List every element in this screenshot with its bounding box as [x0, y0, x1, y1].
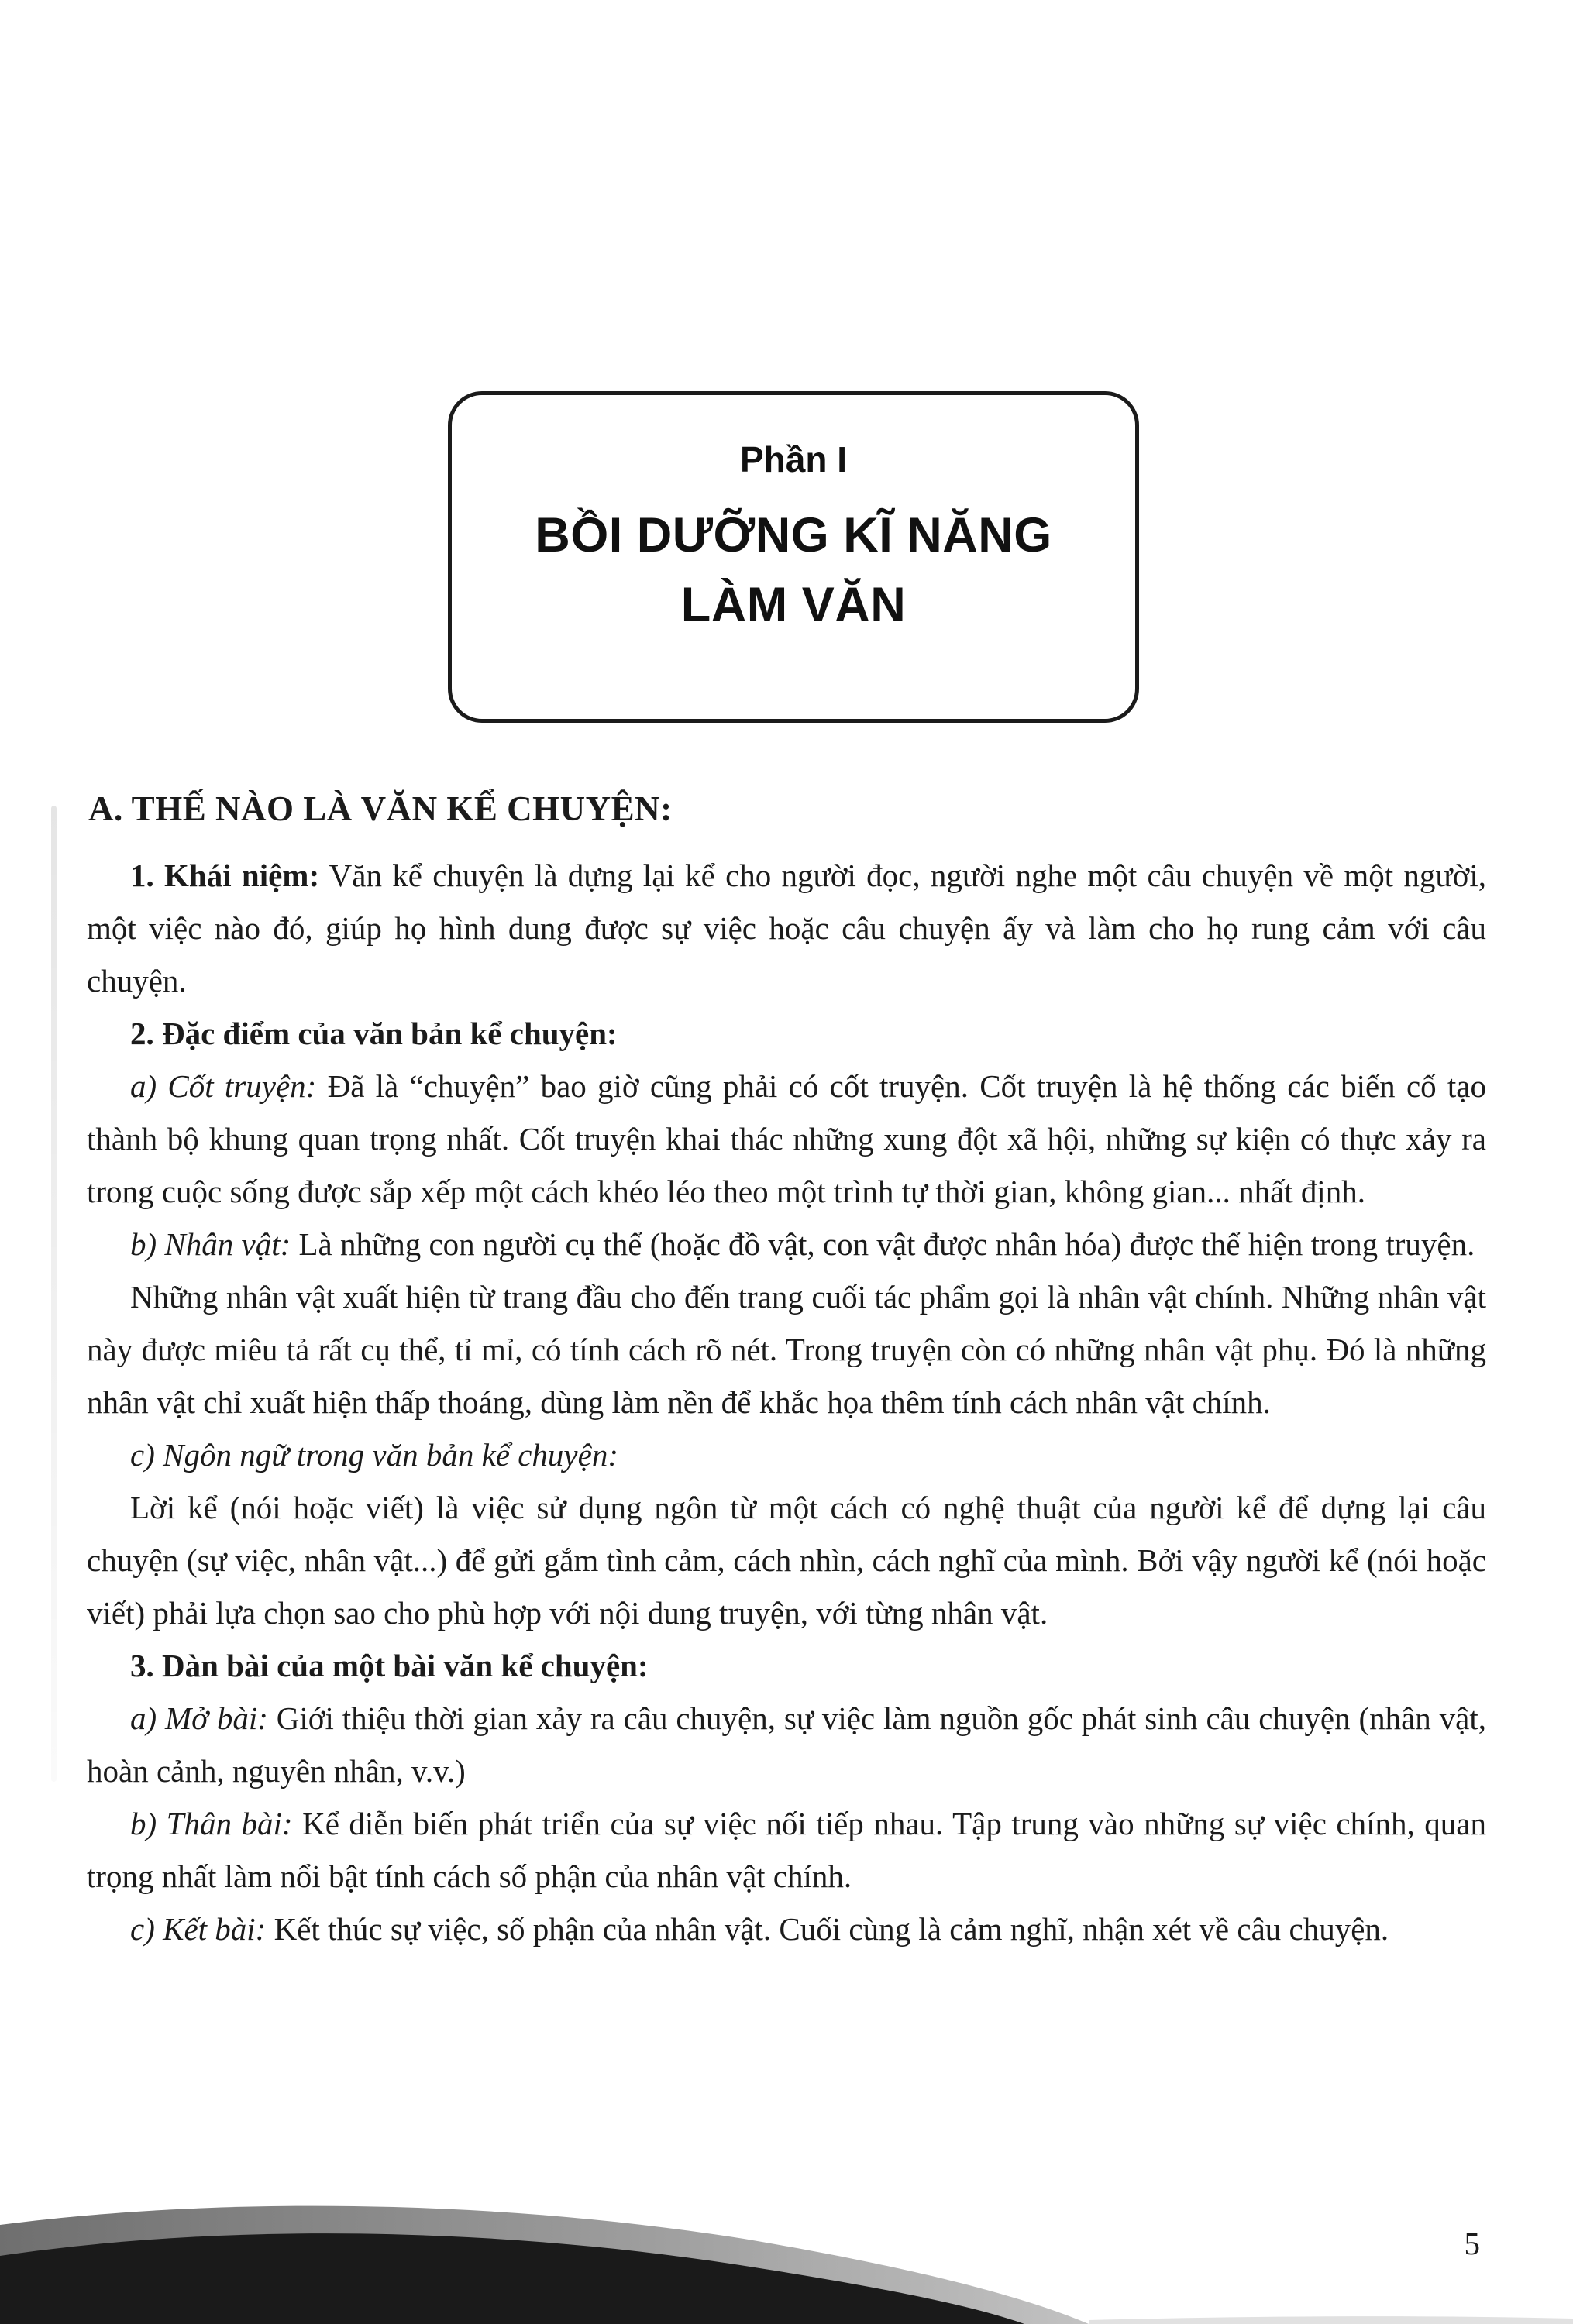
- page-number: 5: [1464, 2226, 1480, 2261]
- paragraph-text: Lời kể (nói hoặc viết) là việc sử dụng ngôn từ một cách có nghệ thuật của người kể để dựng lại câu chuyện (sự việc, nhân vật...) để gửi gắm tình cảm, cách nhìn, cách nghĩ của mình. Bởi vậy người kể (nói hoặc viết) phải lựa chọn sao cho phù hợp với nội dung truyện, với từng nhân vật.: [87, 1490, 1486, 1631]
- paragraph-lead: c) Ngôn ngữ trong văn bản kể chuyện:: [130, 1437, 618, 1473]
- paragraph-text: Kết thúc sự việc, số phận của nhân vật. Cuối cùng là cảm nghĩ, nhận xét về câu chuyện.: [266, 1911, 1389, 1947]
- paragraph: [87, 1270, 1486, 1428]
- paragraph-lead: 2. Đặc điểm của văn bản kể chuyện:: [130, 1016, 618, 1051]
- paragraph-text: Là những con người cụ thể (hoặc đồ vật, con vật được nhân hóa) được thể hiện trong truyện.: [291, 1226, 1475, 1262]
- paragraph-lead: 3. Dàn bài của một bài văn kể chuyện:: [130, 1648, 649, 1683]
- paragraph: [87, 849, 1486, 1007]
- paragraph-lead: b) Thân bài:: [130, 1806, 293, 1841]
- paragraph-text: Đã là “chuyện” bao giờ cũng phải có cốt truyện. Cốt truyện là hệ thống các biến cố tạo thành bộ khung quan trọng nhất. Cốt truyện khai thác những xung đột xã hội, những sự kiện có thực xảy ra trong cuộc sống được sắp xếp một cách khéo léo theo một trình tự thời gian, không gian... nhất định.: [87, 1068, 1486, 1209]
- section-title: A. THẾ NÀO LÀ VĂN KỂ CHUYỆN:: [88, 789, 673, 828]
- paragraph: [87, 1797, 1486, 1903]
- paragraph: [87, 1692, 1486, 1797]
- paragraph-text: Giới thiệu thời gian xảy ra câu chuyện, sự việc làm nguồn gốc phát sinh câu chuyện (nhân vật, hoàn cảnh, nguyên nhân, v.v.): [87, 1700, 1486, 1789]
- paragraph-text: Những nhân vật xuất hiện từ trang đầu cho đến trang cuối tác phẩm gọi là nhân vật chính. Những nhân vật này được miêu tả rất cụ thể, tỉ mỉ, có tính cách rõ nét. Trong truyện còn có những nhân vật phụ. Đó là những nhân vật chỉ xuất hiện thấp thoáng, dùng làm nền để khắc họa thêm tính cách nhân vật chính.: [87, 1279, 1486, 1420]
- paragraph: [87, 1060, 1486, 1218]
- paragraph-text: Văn kể chuyện là dựng lại kể cho người đọc, người nghe một câu chuyện về một người, một việc nào đó, giúp họ hình dung được sự việc hoặc câu chuyện ấy và làm cho họ rung cảm với câu chuyện.: [87, 858, 1486, 999]
- paragraph: [87, 1481, 1486, 1639]
- part-title-line2: LÀM VĂN: [680, 578, 907, 632]
- part-title-line1: BỒI DƯỠNG KĨ NĂNG: [535, 508, 1052, 562]
- part-label: Phần I: [739, 439, 848, 480]
- scan-edge-shadow: [51, 806, 57, 1782]
- paragraph: [87, 1428, 1486, 1481]
- content-paragraphs: [87, 849, 1486, 1955]
- swoosh-bottom-strip: [1089, 2316, 1573, 2324]
- paragraph-lead: c) Kết bài:: [130, 1911, 267, 1947]
- part-title-box: [448, 391, 1139, 723]
- paragraph-lead: a) Cốt truyện:: [130, 1068, 317, 1104]
- paragraph-lead: a) Mở bài:: [130, 1700, 268, 1736]
- paragraph-lead: 1. Khái niệm:: [130, 858, 320, 893]
- paragraph: [87, 1007, 1486, 1060]
- scan-artifact-swoosh: [0, 2192, 1573, 2324]
- paragraph-lead: b) Nhân vật:: [130, 1226, 291, 1262]
- paragraph: [87, 1639, 1486, 1692]
- paragraph: [87, 1218, 1486, 1270]
- paragraph-text: Kể diễn biến phát triển của sự việc nối tiếp nhau. Tập trung vào những sự việc chính, quan trọng nhất làm nổi bật tính cách số phận của nhân vật chính.: [87, 1806, 1486, 1894]
- paragraph: [87, 1903, 1486, 1955]
